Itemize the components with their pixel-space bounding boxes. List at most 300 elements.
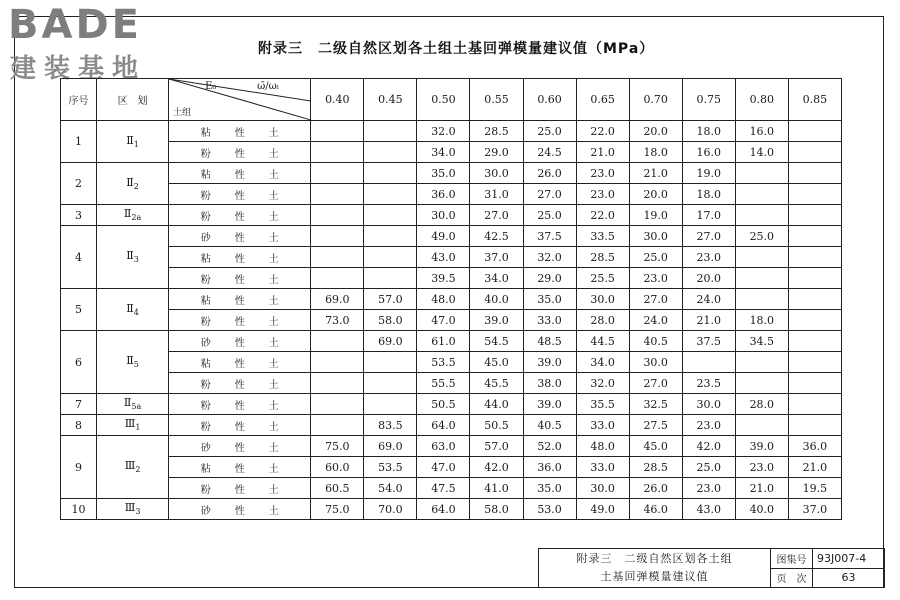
- modulus-value: 35.0: [523, 478, 576, 499]
- modulus-value: [682, 352, 735, 373]
- region-subscript: 5: [133, 360, 139, 370]
- soil-type: [169, 205, 311, 226]
- header-ratio: ω̄/ωₗ: [257, 81, 280, 92]
- soil-type: [169, 436, 311, 457]
- modulus-value: 60.0: [311, 457, 364, 478]
- modulus-value: 54.0: [364, 478, 417, 499]
- soil-char: 粘: [200, 169, 211, 181]
- soil-char: 土: [268, 463, 279, 475]
- soil-char: 土: [268, 379, 279, 391]
- modulus-value: 20.0: [629, 184, 682, 205]
- table-row: [61, 184, 842, 205]
- region-subscript: 3: [133, 255, 139, 265]
- modulus-value: 57.0: [470, 436, 523, 457]
- soil-type: [169, 247, 311, 268]
- modulus-value: 29.0: [523, 268, 576, 289]
- modulus-value: 24.0: [682, 289, 735, 310]
- modulus-value: 28.5: [629, 457, 682, 478]
- modulus-value: [735, 268, 788, 289]
- modulus-value: [364, 394, 417, 415]
- modulus-value: 23.0: [682, 415, 735, 436]
- modulus-value: 23.0: [576, 163, 629, 184]
- soil-char: 土: [268, 169, 279, 181]
- modulus-value: 58.0: [470, 499, 523, 520]
- modulus-value: 44.0: [470, 394, 523, 415]
- soil-type: [169, 478, 311, 499]
- row-seq: 3: [61, 205, 97, 226]
- soil-type: [169, 352, 311, 373]
- soil-char: 土: [268, 148, 279, 160]
- header-row: [61, 79, 842, 121]
- modulus-value: [788, 415, 841, 436]
- modulus-value: [788, 226, 841, 247]
- soil-char: 粘: [200, 253, 211, 265]
- modulus-value: [735, 373, 788, 394]
- soil-char: 土: [268, 295, 279, 307]
- soil-char: 性: [234, 169, 245, 181]
- modulus-value: 40.0: [470, 289, 523, 310]
- modulus-value: 23.0: [682, 478, 735, 499]
- modulus-value: 27.0: [470, 205, 523, 226]
- soil-char: 砂: [200, 442, 211, 454]
- soil-char: 粉: [200, 421, 211, 433]
- table-row: [61, 415, 842, 436]
- header-seq: 序号: [61, 79, 97, 121]
- row-region: [97, 121, 169, 163]
- soil-char: 粘: [200, 358, 211, 370]
- modulus-value: 64.0: [417, 415, 470, 436]
- region-base: Ⅱ: [126, 133, 134, 147]
- row-region: [97, 226, 169, 289]
- modulus-value: 25.0: [523, 121, 576, 142]
- soil-type: [169, 457, 311, 478]
- table-row: [61, 163, 842, 184]
- modulus-value: [735, 163, 788, 184]
- page-number: 63: [813, 568, 885, 588]
- table-row: [61, 373, 842, 394]
- soil-char: 性: [234, 337, 245, 349]
- soil-char: 性: [234, 484, 245, 496]
- modulus-value: 75.0: [311, 436, 364, 457]
- soil-type: [169, 268, 311, 289]
- title-block-line2: 土基回弹模量建议值: [600, 570, 709, 583]
- modulus-value: [311, 121, 364, 142]
- soil-char: 土: [268, 358, 279, 370]
- modulus-value: 21.0: [735, 478, 788, 499]
- modulus-value: 54.5: [470, 331, 523, 352]
- soil-char: 土: [268, 400, 279, 412]
- soil-char: 粘: [200, 295, 211, 307]
- modulus-value: 34.0: [576, 352, 629, 373]
- modulus-value: 17.0: [682, 205, 735, 226]
- modulus-value: [788, 331, 841, 352]
- table-row: [61, 436, 842, 457]
- soil-char: 土: [268, 232, 279, 244]
- modulus-value: 21.0: [788, 457, 841, 478]
- modulus-value: 23.0: [629, 268, 682, 289]
- title-block: [538, 548, 884, 588]
- modulus-value: [364, 163, 417, 184]
- table-row: [61, 121, 842, 142]
- modulus-value: [364, 247, 417, 268]
- modulus-value: 53.0: [523, 499, 576, 520]
- modulus-value: 23.5: [682, 373, 735, 394]
- modulus-value: 37.0: [470, 247, 523, 268]
- modulus-value: 33.5: [576, 226, 629, 247]
- modulus-value: 32.5: [629, 394, 682, 415]
- modulus-value: 69.0: [364, 436, 417, 457]
- soil-char: 土: [268, 316, 279, 328]
- table-row: [61, 226, 842, 247]
- modulus-value: [311, 184, 364, 205]
- modulus-value: 25.0: [629, 247, 682, 268]
- logo-text-bottom: 建装基地: [10, 54, 147, 84]
- modulus-value: 42.5: [470, 226, 523, 247]
- modulus-value: 27.0: [682, 226, 735, 247]
- region-base: Ⅱ: [123, 207, 132, 221]
- modulus-value: 41.0: [470, 478, 523, 499]
- region-base: Ⅱ: [126, 249, 134, 263]
- soil-type: [169, 373, 311, 394]
- soil-type: [169, 331, 311, 352]
- modulus-value: 40.5: [629, 331, 682, 352]
- modulus-value: [788, 142, 841, 163]
- modulus-value: 42.0: [470, 457, 523, 478]
- row-region: [97, 205, 169, 226]
- row-region: [97, 499, 169, 520]
- modulus-value: [788, 373, 841, 394]
- header-ratio-value: 0.55: [470, 79, 523, 121]
- soil-char: 土: [268, 253, 279, 265]
- modulus-value: 24.0: [629, 310, 682, 331]
- soil-char: 粉: [200, 148, 211, 160]
- soil-char: 土: [268, 421, 279, 433]
- modulus-value: [735, 205, 788, 226]
- title-block-description: [539, 549, 771, 588]
- row-region: [97, 331, 169, 394]
- soil-type: [169, 142, 311, 163]
- modulus-value: 24.5: [523, 142, 576, 163]
- modulus-value: 75.0: [311, 499, 364, 520]
- modulus-value: [735, 289, 788, 310]
- modulus-value: [311, 226, 364, 247]
- header-ratio-value: 0.70: [629, 79, 682, 121]
- modulus-value: [364, 268, 417, 289]
- table-row: [61, 331, 842, 352]
- soil-type: [169, 121, 311, 142]
- header-ratio-value: 0.65: [576, 79, 629, 121]
- modulus-value: 25.0: [735, 226, 788, 247]
- modulus-value: [788, 352, 841, 373]
- modulus-value: 35.0: [523, 289, 576, 310]
- modulus-value: [788, 310, 841, 331]
- soil-char: 性: [234, 211, 245, 223]
- modulus-value: 18.0: [629, 142, 682, 163]
- modulus-value: 73.0: [311, 310, 364, 331]
- soil-type: [169, 226, 311, 247]
- soil-char: 粉: [200, 379, 211, 391]
- modulus-value: 28.5: [470, 121, 523, 142]
- modulus-value: 27.5: [629, 415, 682, 436]
- modulus-value: 39.0: [523, 394, 576, 415]
- modulus-value: 39.5: [417, 268, 470, 289]
- modulus-value: [311, 415, 364, 436]
- soil-char: 性: [234, 274, 245, 286]
- soil-char: 粉: [200, 316, 211, 328]
- table-row: [61, 478, 842, 499]
- modulus-value: 57.0: [364, 289, 417, 310]
- table-row: [61, 205, 842, 226]
- soil-char: 性: [234, 295, 245, 307]
- atlas-number-label: 图集号: [771, 549, 813, 569]
- modulus-value: 30.0: [629, 226, 682, 247]
- region-base: Ⅱ: [126, 301, 134, 315]
- soil-char: 砂: [200, 337, 211, 349]
- modulus-value: 30.0: [576, 478, 629, 499]
- row-region: [97, 163, 169, 205]
- modulus-value: 31.0: [470, 184, 523, 205]
- modulus-value: 48.0: [417, 289, 470, 310]
- modulus-value: [364, 142, 417, 163]
- modulus-value: 58.0: [364, 310, 417, 331]
- modulus-value: [735, 352, 788, 373]
- modulus-value: 47.0: [417, 457, 470, 478]
- region-subscript: 1: [135, 423, 141, 433]
- modulus-value: 50.5: [470, 415, 523, 436]
- modulus-value: 44.5: [576, 331, 629, 352]
- modulus-value: [788, 121, 841, 142]
- modulus-value: 43.0: [682, 499, 735, 520]
- modulus-value: 30.0: [682, 394, 735, 415]
- soil-type: [169, 289, 311, 310]
- page-label: 页 次: [771, 568, 813, 588]
- modulus-value: 16.0: [735, 121, 788, 142]
- modulus-value: 45.5: [470, 373, 523, 394]
- modulus-value: 28.5: [576, 247, 629, 268]
- soil-char: 粉: [200, 190, 211, 202]
- atlas-number: 93J007-4: [813, 549, 885, 569]
- soil-char: 性: [234, 232, 245, 244]
- soil-char: 砂: [200, 232, 211, 244]
- header-ratio-value: 0.80: [735, 79, 788, 121]
- modulus-value: 30.0: [629, 352, 682, 373]
- modulus-value: [364, 205, 417, 226]
- modulus-value: 69.0: [311, 289, 364, 310]
- soil-char: 土: [268, 505, 279, 517]
- modulus-value: [311, 268, 364, 289]
- modulus-value: 29.0: [470, 142, 523, 163]
- modulus-value: 23.0: [682, 247, 735, 268]
- header-ratio-value: 0.75: [682, 79, 735, 121]
- region-subscript: 1: [133, 140, 139, 150]
- header-ratio-value: 0.85: [788, 79, 841, 121]
- modulus-value: 36.0: [788, 436, 841, 457]
- header-soil-group: 土组: [173, 108, 192, 118]
- region-subscript: 3: [135, 507, 141, 517]
- modulus-value: 25.5: [576, 268, 629, 289]
- modulus-value: [364, 373, 417, 394]
- modulus-value: 32.0: [523, 247, 576, 268]
- modulus-value: 49.0: [576, 499, 629, 520]
- modulus-value: [788, 268, 841, 289]
- soil-char: 粘: [200, 463, 211, 475]
- modulus-value: 18.0: [682, 121, 735, 142]
- modulus-value: 25.0: [682, 457, 735, 478]
- modulus-value: 28.0: [576, 310, 629, 331]
- soil-char: 土: [268, 190, 279, 202]
- soil-char: 性: [234, 127, 245, 139]
- soil-char: 性: [234, 379, 245, 391]
- modulus-value: 36.0: [523, 457, 576, 478]
- modulus-value: 55.5: [417, 373, 470, 394]
- modulus-value: 26.0: [523, 163, 576, 184]
- soil-type: [169, 394, 311, 415]
- row-seq: 8: [61, 415, 97, 436]
- region-subscript: 2a: [131, 213, 142, 223]
- watermark-logo: [8, 2, 168, 82]
- modulus-value: 18.0: [735, 310, 788, 331]
- row-seq: 5: [61, 289, 97, 331]
- modulus-value: 34.0: [417, 142, 470, 163]
- modulus-value: 34.0: [470, 268, 523, 289]
- modulus-value: 33.0: [523, 310, 576, 331]
- modulus-value: 27.0: [629, 373, 682, 394]
- modulus-value: 39.0: [523, 352, 576, 373]
- header-ratio-value: 0.45: [364, 79, 417, 121]
- table-row: [61, 247, 842, 268]
- soil-char: 性: [234, 190, 245, 202]
- soil-char: 粉: [200, 400, 211, 412]
- region-base: Ⅱ: [123, 396, 132, 410]
- modulus-value: 21.0: [576, 142, 629, 163]
- modulus-value: 48.5: [523, 331, 576, 352]
- modulus-value: 45.0: [629, 436, 682, 457]
- soil-char: 性: [234, 505, 245, 517]
- modulus-value: 69.0: [364, 331, 417, 352]
- row-seq: 2: [61, 163, 97, 205]
- modulus-value: 20.0: [629, 121, 682, 142]
- row-seq: 9: [61, 436, 97, 499]
- soil-char: 粉: [200, 211, 211, 223]
- modulus-value: 45.0: [470, 352, 523, 373]
- soil-char: 粉: [200, 274, 211, 286]
- modulus-value: [311, 142, 364, 163]
- modulus-value: [311, 331, 364, 352]
- modulus-value: 19.0: [629, 205, 682, 226]
- modulus-value: [311, 373, 364, 394]
- table-row: [61, 142, 842, 163]
- modulus-value: 32.0: [576, 373, 629, 394]
- modulus-value: 33.0: [576, 415, 629, 436]
- modulus-value: 42.0: [682, 436, 735, 457]
- soil-char: 性: [234, 442, 245, 454]
- table-row: [61, 268, 842, 289]
- modulus-value: 19.0: [682, 163, 735, 184]
- modulus-value: [788, 289, 841, 310]
- region-base: Ⅲ: [124, 501, 136, 515]
- modulus-value: 52.0: [523, 436, 576, 457]
- row-region: [97, 436, 169, 499]
- modulus-value: [311, 394, 364, 415]
- modulus-value: 47.0: [417, 310, 470, 331]
- header-ratio-value: 0.60: [523, 79, 576, 121]
- modulus-value: 23.0: [735, 457, 788, 478]
- modulus-value: 47.5: [417, 478, 470, 499]
- soil-char: 性: [234, 148, 245, 160]
- modulus-value: [311, 163, 364, 184]
- modulus-value: 27.0: [523, 184, 576, 205]
- modulus-value: 21.0: [629, 163, 682, 184]
- modulus-value: [788, 394, 841, 415]
- row-seq: 1: [61, 121, 97, 163]
- table-row: [61, 289, 842, 310]
- modulus-value: 22.0: [576, 121, 629, 142]
- soil-type: [169, 499, 311, 520]
- modulus-value: [364, 226, 417, 247]
- modulus-value: 61.0: [417, 331, 470, 352]
- soil-type: [169, 415, 311, 436]
- modulus-value: 63.0: [417, 436, 470, 457]
- modulus-value: 50.5: [417, 394, 470, 415]
- table-row: [61, 499, 842, 520]
- modulus-value: [735, 184, 788, 205]
- table-row: [61, 457, 842, 478]
- soil-char: 性: [234, 421, 245, 433]
- modulus-value: 19.5: [788, 478, 841, 499]
- region-subscript: 5a: [131, 402, 142, 412]
- modulus-value: 27.0: [629, 289, 682, 310]
- modulus-value: 46.0: [629, 499, 682, 520]
- title-block-line1: 附录三 二级自然区划各土组: [576, 552, 733, 565]
- modulus-value: 14.0: [735, 142, 788, 163]
- modulus-value: 25.0: [523, 205, 576, 226]
- modulus-value: 33.0: [576, 457, 629, 478]
- modulus-value: 39.0: [470, 310, 523, 331]
- soil-char: 土: [268, 274, 279, 286]
- region-base: Ⅱ: [126, 354, 134, 368]
- modulus-value: 32.0: [417, 121, 470, 142]
- row-region: [97, 415, 169, 436]
- region-subscript: 2: [133, 182, 139, 192]
- region-base: Ⅲ: [124, 459, 136, 473]
- modulus-value: 36.0: [417, 184, 470, 205]
- modulus-value: [735, 247, 788, 268]
- modulus-value: 38.0: [523, 373, 576, 394]
- soil-type: [169, 163, 311, 184]
- logo-text-top: BADE: [8, 2, 142, 48]
- modulus-value: [311, 205, 364, 226]
- table-body: [61, 121, 842, 520]
- modulus-value: [788, 184, 841, 205]
- modulus-value: [788, 163, 841, 184]
- modulus-value: 26.0: [629, 478, 682, 499]
- modulus-value: 49.0: [417, 226, 470, 247]
- soil-type: [169, 184, 311, 205]
- modulus-value: 35.0: [417, 163, 470, 184]
- table-row: [61, 310, 842, 331]
- soil-char: 土: [268, 442, 279, 454]
- soil-char: 性: [234, 463, 245, 475]
- modulus-value: 30.0: [470, 163, 523, 184]
- soil-char: 性: [234, 400, 245, 412]
- header-diagonal-cell: [169, 79, 311, 121]
- modulus-table: [60, 78, 842, 520]
- soil-char: 粉: [200, 484, 211, 496]
- modulus-value: 18.0: [682, 184, 735, 205]
- modulus-value: 70.0: [364, 499, 417, 520]
- soil-char: 土: [268, 337, 279, 349]
- modulus-value: [311, 352, 364, 373]
